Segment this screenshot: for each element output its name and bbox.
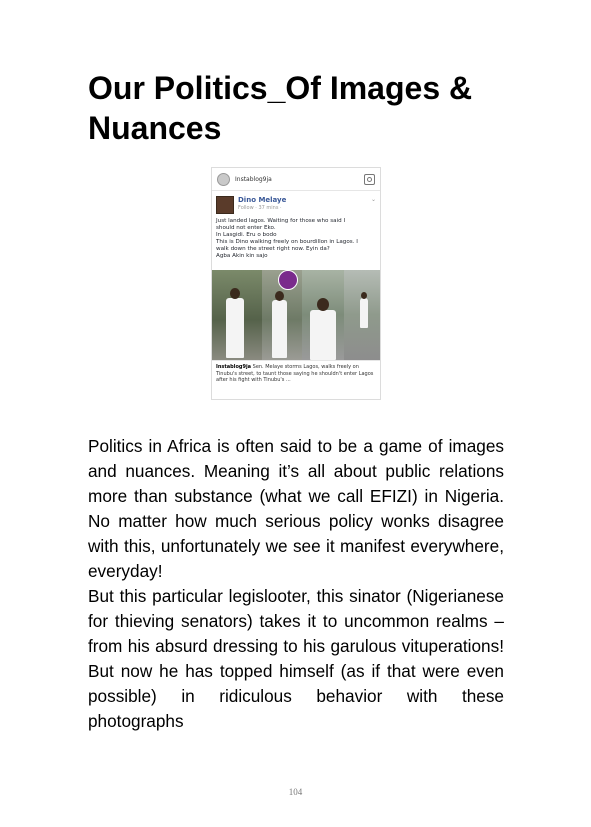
embedded-social-post-image — [211, 167, 381, 400]
camera-icon — [364, 174, 375, 185]
instagram-header — [212, 168, 380, 191]
photo-1 — [212, 270, 262, 360]
facebook-post-text: Just landed lagos. Waiting for those who said I should not enter Eko. In Lasgidi. Eru o bodo This is Dino walking freely on bourdillon in Lagos. I walk down the street right now. Eyin da? Agba Akin kin sajo — [216, 218, 358, 259]
page-number: 104 — [288, 787, 303, 797]
article-body — [88, 434, 504, 734]
profile-badge-icon — [278, 270, 298, 290]
photo-collage — [212, 270, 380, 360]
caption-username: Instablog9ja — [216, 364, 252, 370]
instagram-username: Instablog9ja — [235, 175, 272, 183]
paragraph: Politics in Africa is often said to be a game of images and nuances. Meaning it’s all about public relations more than substance (what we call EFIZI) in Nigeria. No matter how much serious policy wonks disagree with this, unfortunately we see it manifest everywhere, everyday! — [88, 436, 504, 581]
chevron-down-icon: ⌄ — [370, 196, 376, 203]
caption-text: Sen. Melaye storms Lagos, walks freely on Tinubu's street, to taunt those saying he shouldn't enter Lagos after his fight with Tinubu's ... — [216, 364, 374, 383]
instagram-avatar — [217, 173, 230, 186]
page-title: Our Politics_Of Images & Nuances — [88, 70, 473, 146]
photo-3 — [302, 270, 344, 360]
facebook-post-meta: Follow · 37 mins · — [238, 205, 282, 211]
facebook-post-header — [212, 191, 380, 216]
photo-4 — [344, 270, 380, 360]
facebook-poster-name: Dino Melaye — [238, 196, 287, 204]
instagram-caption — [212, 360, 380, 387]
paragraph: But this particular legislooter, this sinator (Nigerianese for thieving senators) takes it to uncommon realms – from his absurd dressing to his garulous vituperations! But now he has topped himself (as if that were even possible) in ridiculous behavior with these photographs — [88, 586, 504, 731]
avatar — [216, 196, 234, 214]
